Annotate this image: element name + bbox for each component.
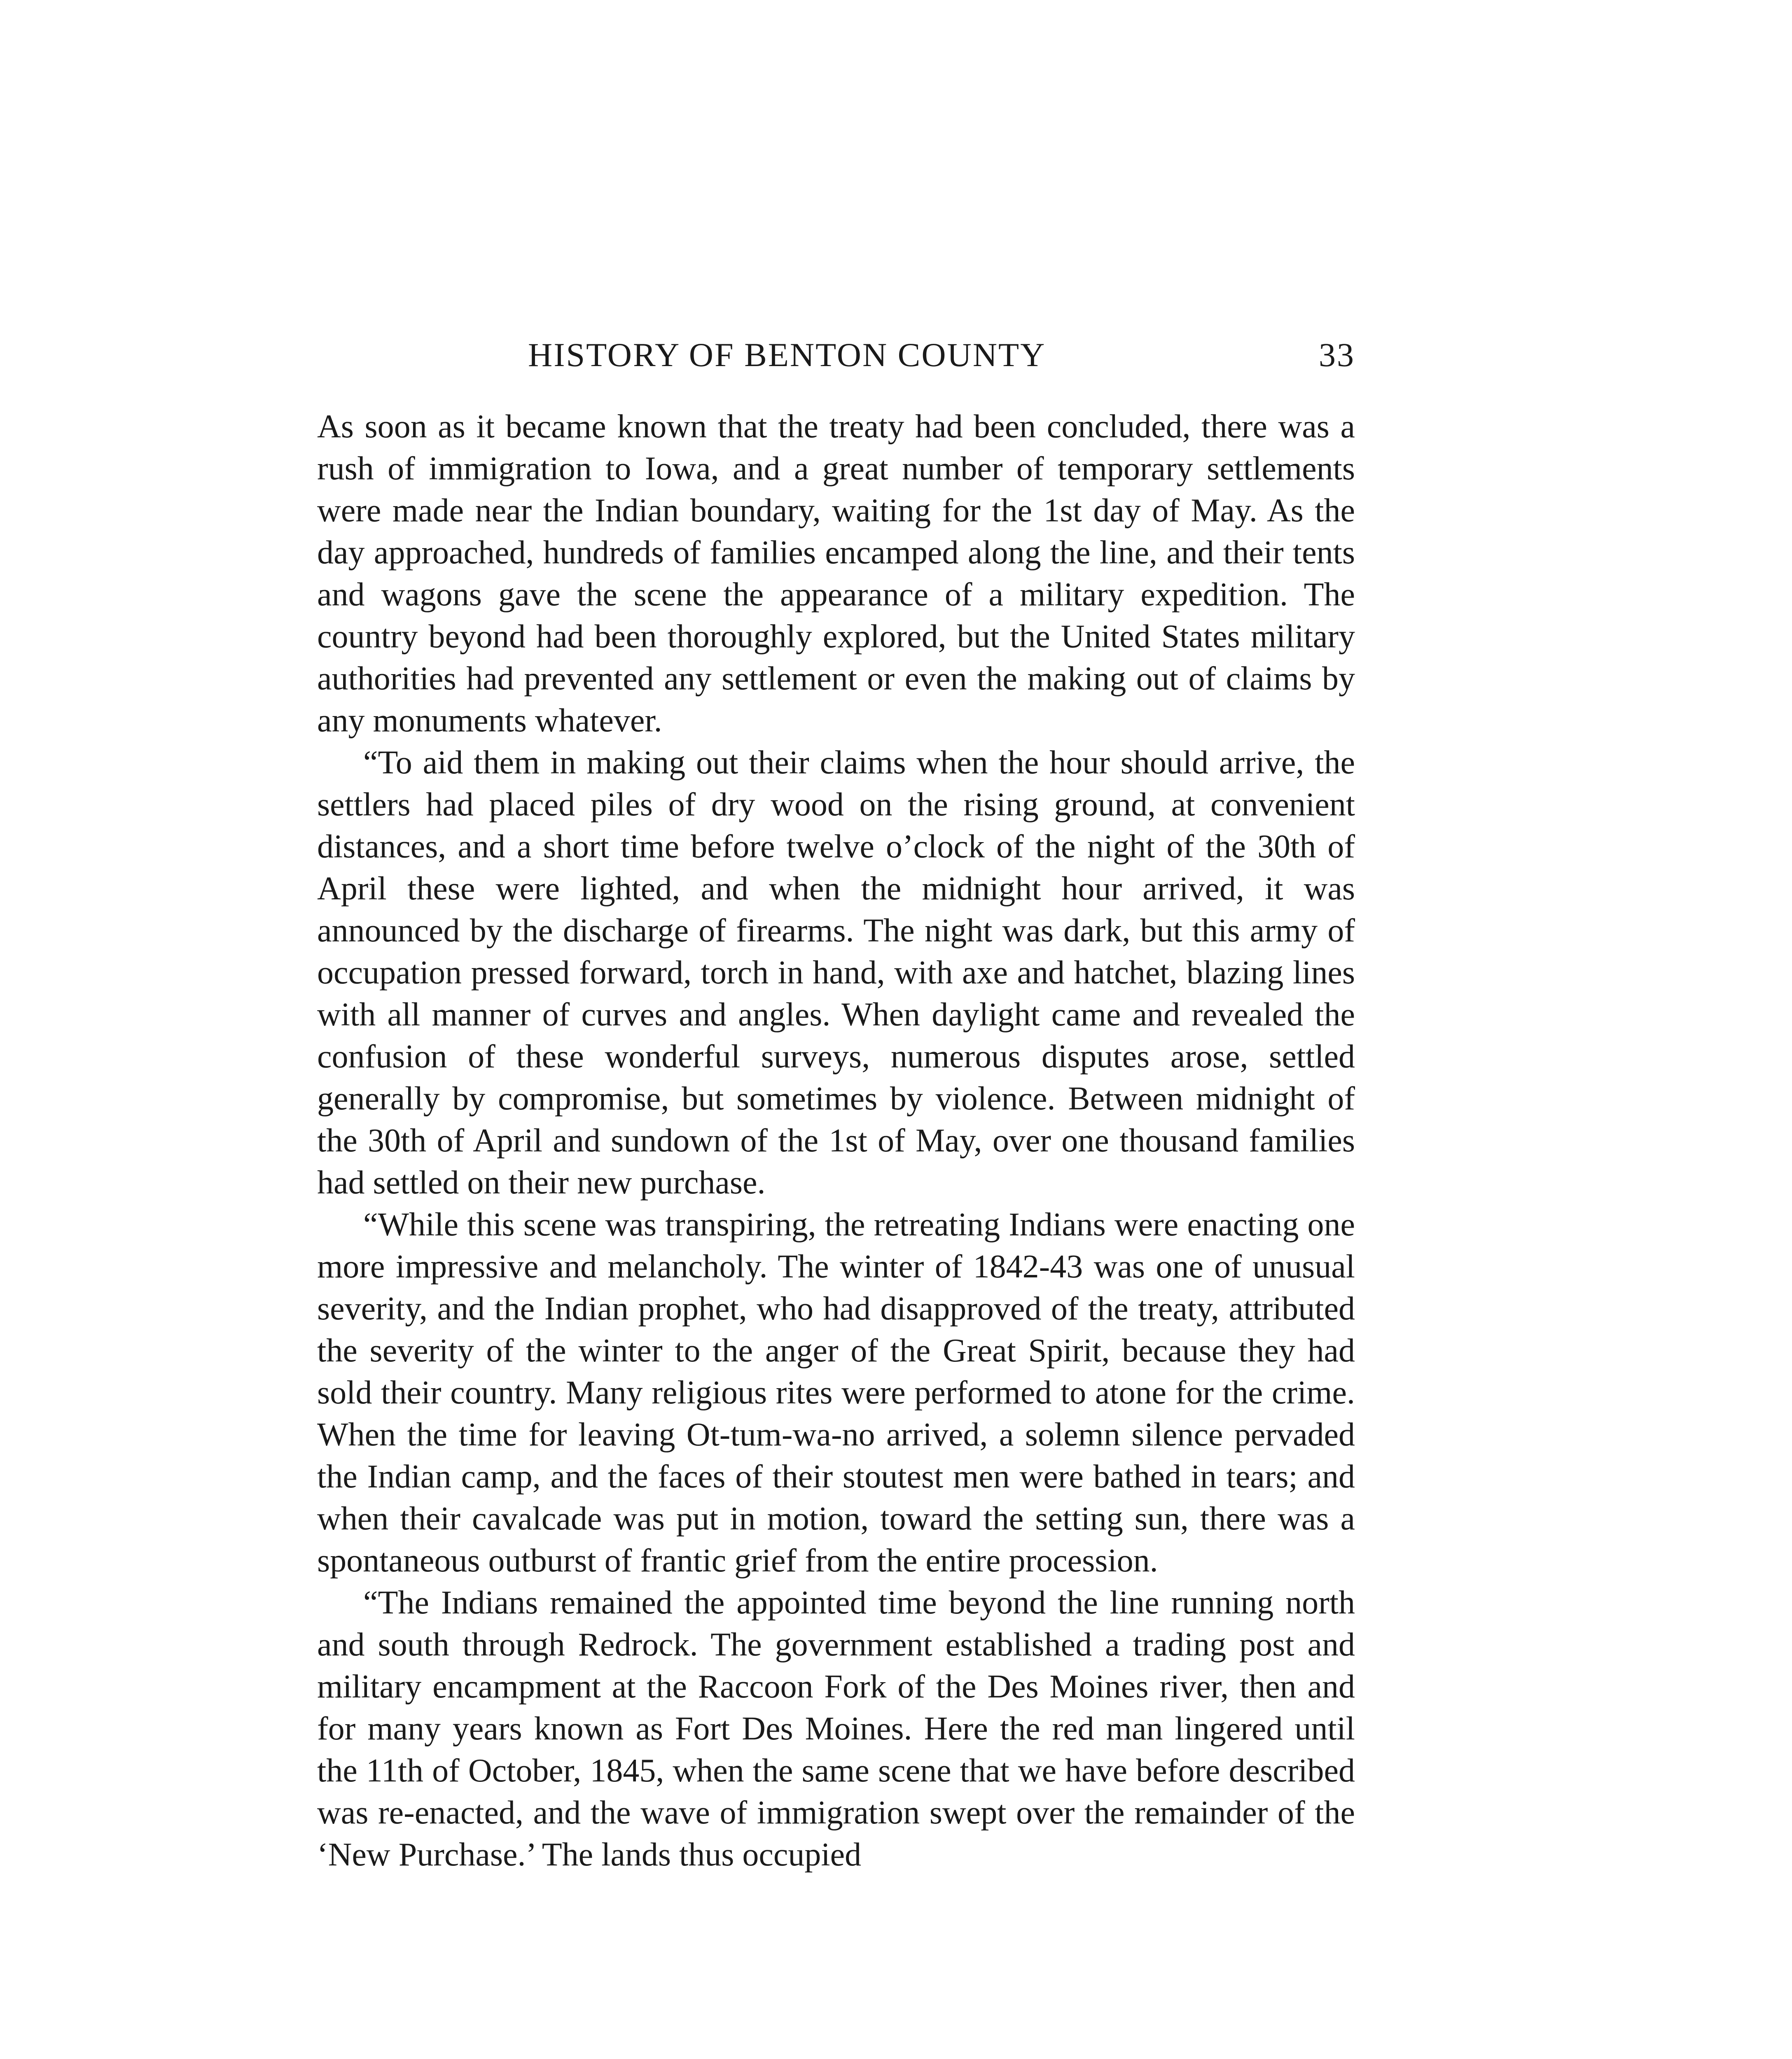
- running-head: [317, 336, 1355, 381]
- body-text: [317, 406, 1355, 1876]
- paragraph-treaty-immigration: As soon as it became known that the treaty had been concluded, there was a rush of immigration to Iowa, and a great number of temporary settlements were made near the Indian boundary, waiting for the 1st day of May. As the day approached, hundreds of families encamped along the line, and their tents and wagons gave the scene the appearance of a military expedition. The country beyond had been thoroughly explored, but the United States military authorities had prevented any settlement or even the making out of claims by any monuments whatever.: [317, 409, 1355, 739]
- paragraph-fort-des-moines: “The Indians remained the appointed time beyond the line running north and south through Redrock. The government established a trading post and military encampment at the Raccoon Fork of the Des Moines river, then and for many years known as Fort Des Moines. Here the red man lingered until the 11th of October, 1845, when the same scene that we have before described was re-enacted, and the wave of immigration swept over the remainder of the ‘New Purchase.’ The lands thus occupied: [317, 1585, 1355, 1873]
- page-number: 33: [1319, 336, 1355, 374]
- running-title: HISTORY OF BENTON COUNTY: [528, 336, 1046, 374]
- paragraph-claims-night: “To aid them in making out their claims when the hour should arrive, the settlers had placed piles of dry wood on the rising ground, at convenient distances, and a short time before twelve o’clock of the night of the 30th of April these were lighted, and when the midnight hour arrived, it was announced by the discharge of firearms. The night was dark, but this army of occupation pressed forward, torch in hand, with axe and hatchet, blazing lines with all manner of curves and angles. When daylight came and revealed the confusion of these wonderful surveys, numerous disputes arose, settled generally by compromise, but sometimes by violence. Between midnight of the 30th of April and sundown of the 1st of May, over one thousand families had settled on their new purchase.: [317, 745, 1355, 1201]
- paragraph-indians-departure: “While this scene was transpiring, the retreating Indians were enacting one more impressive and melancholy. The winter of 1842-43 was one of unusual severity, and the Indian prophet, who had disapproved of the treaty, attributed the severity of the winter to the anger of the Great Spirit, because they had sold their country. Many religious rites were performed to atone for the crime. When the time for leaving Ot-tum-wa-no arrived, a solemn silence pervaded the Indian camp, and the faces of their stoutest men were bathed in tears; and when their cavalcade was put in motion, toward the setting sun, there was a spontaneous outburst of frantic grief from the entire procession.: [317, 1207, 1355, 1579]
